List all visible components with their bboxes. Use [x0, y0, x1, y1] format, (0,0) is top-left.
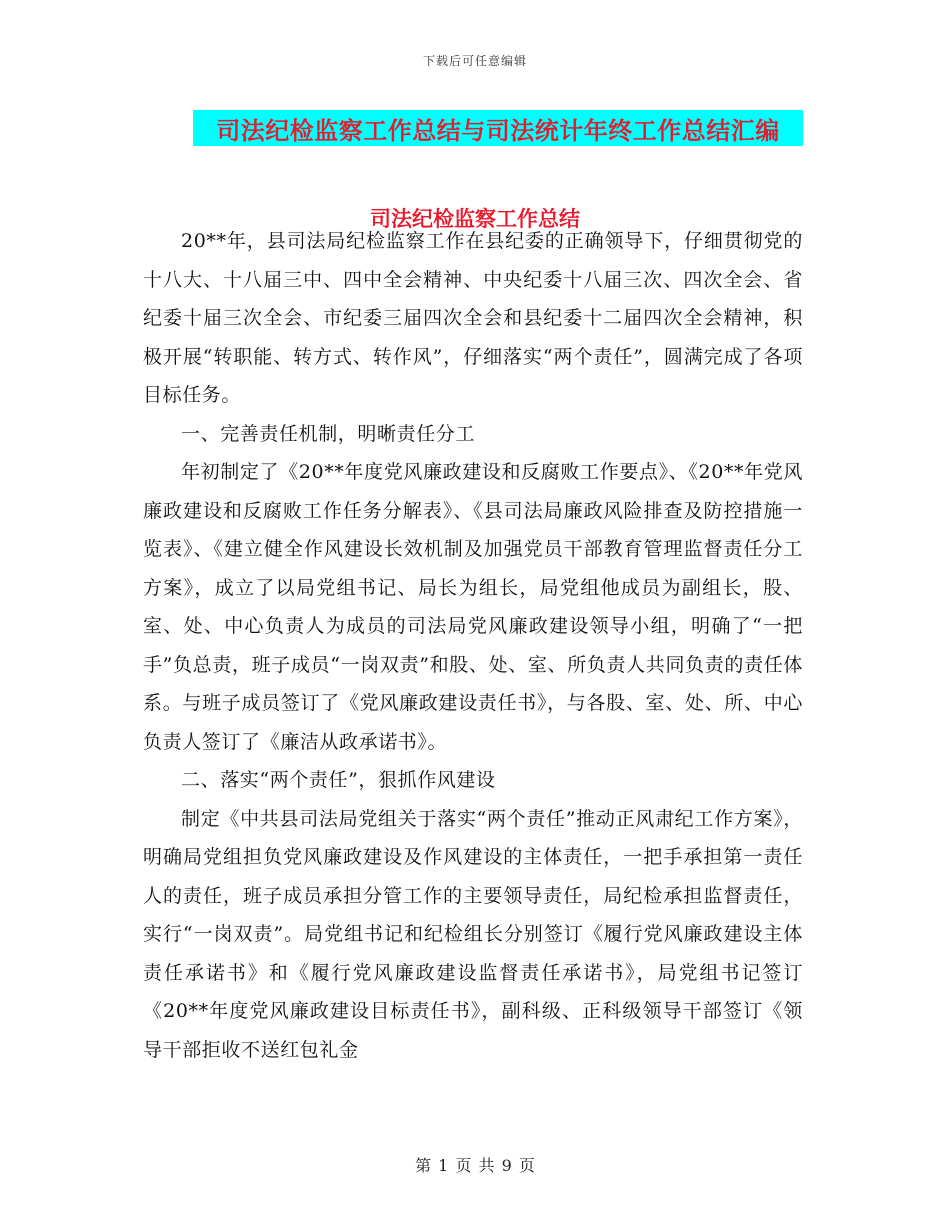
paragraph-responsibility: 年初制定了《20**年度党风廉政建设和反腐败工作要点》、《20**年党风廉政建设和反腐败工作任务分解表》、《县司法局廉政风险排查及防控措施一览表》、《建立健全作风建设长效机制及加强党员干部教育管理监督责任分工方案》，成立了以局党组书记、局长为组长，局党组他成员为副组长，股、室、处、中心负责人为成员的司法局党风廉政建设领导小组，明确了“一把手”负总责，班子成员“一岗双责”和股、处、室、所负责人共同负责的责任体系。与班子成员签订了《党风廉政建设责任书》，与各股、室、处、所、中心负责人签订了《廉洁从政承诺书》。	[143, 461, 803, 753]
heading-two: 二、落实“两个责任”，狠抓作风建设	[181, 769, 496, 791]
page-number: 第 1 页 共 9 页	[415, 1156, 535, 1175]
section-title: 司法纪检监察工作总结	[370, 207, 580, 231]
main-title-highlight	[193, 110, 803, 146]
heading-one: 一、完善责任机制，明晰责任分工	[181, 422, 476, 445]
main-title: 司法纪检监察工作总结与司法统计年终工作总结汇编	[216, 116, 780, 145]
paragraph-intro: 20**年，县司法局纪检监察工作在县纪委的正确领导下，仔细贯彻党的十八大、十八届三中、四中全会精神、中央纪委十八届三次、四次全会、省纪委十届三次全会、市纪委三届四次全会和县纪委十二届四次全会精神，积极开展“转职能、转方式、转作风”，仔细落实“两个责任”，圆满完成了各项目标任务。	[143, 230, 803, 406]
page-header-note: 下载后可任意编辑	[422, 54, 527, 68]
paragraph-two-responsibilities: 制定《中共县司法局党组关于落实“两个责任”推动正风肃纪工作方案》，明确局党组担负党风廉政建设及作风建设的主体责任，一把手承担第一责任人的责任，班子成员承担分管工作的主要领导责任，局纪检承担监督责任，实行“一岗双责”。局党组书记和纪检组长分别签订《履行党风廉政建设主体责任承诺书》和《履行党风廉政建设监督责任承诺书》，局党组书记签订《20**年度党风廉政建设目标责任书》，副科级、正科级领导干部签订《领导干部拒收不送红包礼金	[143, 807, 803, 1061]
document-body	[143, 222, 803, 1069]
